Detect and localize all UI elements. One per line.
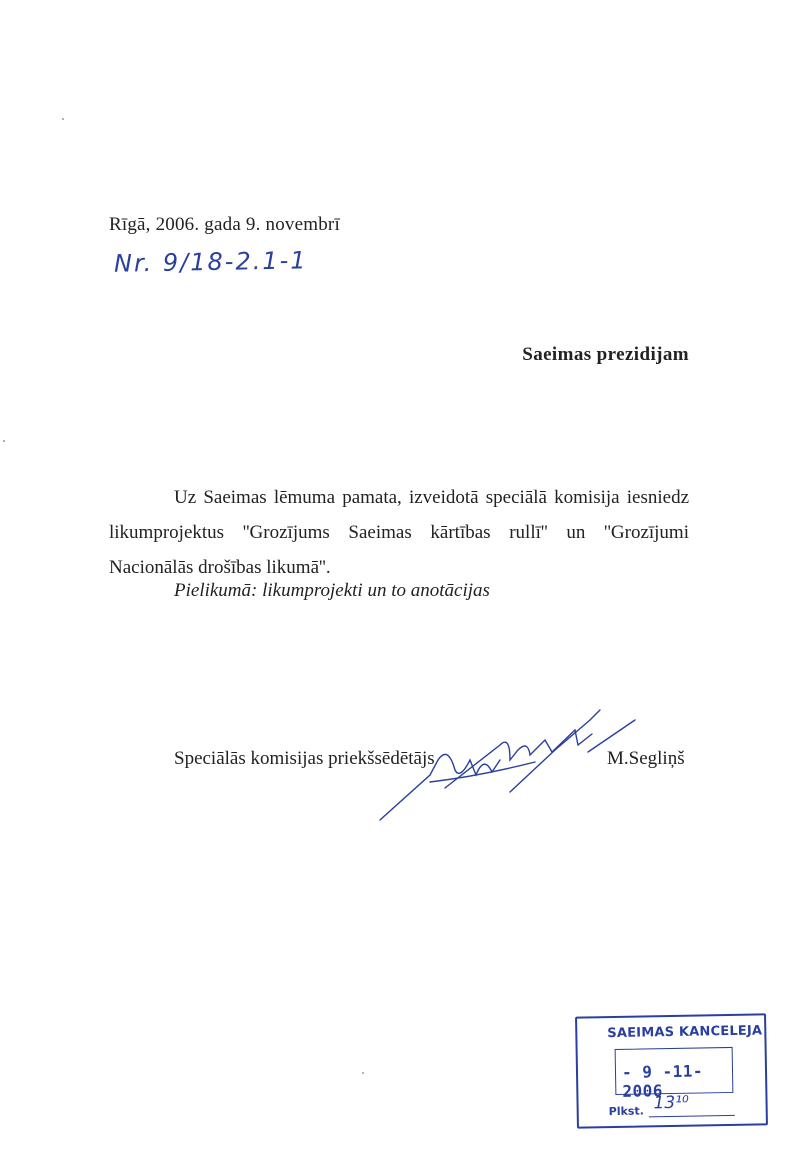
scan-speck	[3, 440, 5, 442]
signer-title: Speciālās komisijas priekšsēdētājs	[174, 748, 435, 769]
stamp-date-box	[615, 1047, 734, 1101]
letter-body: Uz Saeimas lēmuma pamata, izveidotā speciālā komisija iesniedz likumprojektus ''Grozījums Saeimas kārtības rullī'' un ''Grozījumi Nacionālās drošības likumā''.	[109, 487, 689, 578]
attachment-note: Pielikumā: likumprojekti un to anotācijas	[174, 580, 490, 601]
letter-date: Rīgā, 2006. gada 9. novembrī	[109, 214, 340, 235]
handwritten-registration-number: Nr. 9/18-2.1-1	[113, 246, 308, 278]
stamp-time-label: Plkst.	[608, 1104, 644, 1119]
received-stamp	[575, 1013, 768, 1128]
stamp-time-line	[649, 1115, 735, 1118]
stamp-date: - 9 -11- 2006	[621, 1061, 704, 1101]
scan-speck	[62, 118, 64, 120]
addressee: Saeimas prezidijam	[522, 344, 689, 365]
scan-speck	[362, 1072, 364, 1074]
signer-name: M.Segliņš	[607, 748, 685, 769]
stamp-title: SAEIMAS KANCELEJA	[607, 1023, 763, 1042]
stamp-time-value: 13¹⁰	[653, 1092, 689, 1114]
